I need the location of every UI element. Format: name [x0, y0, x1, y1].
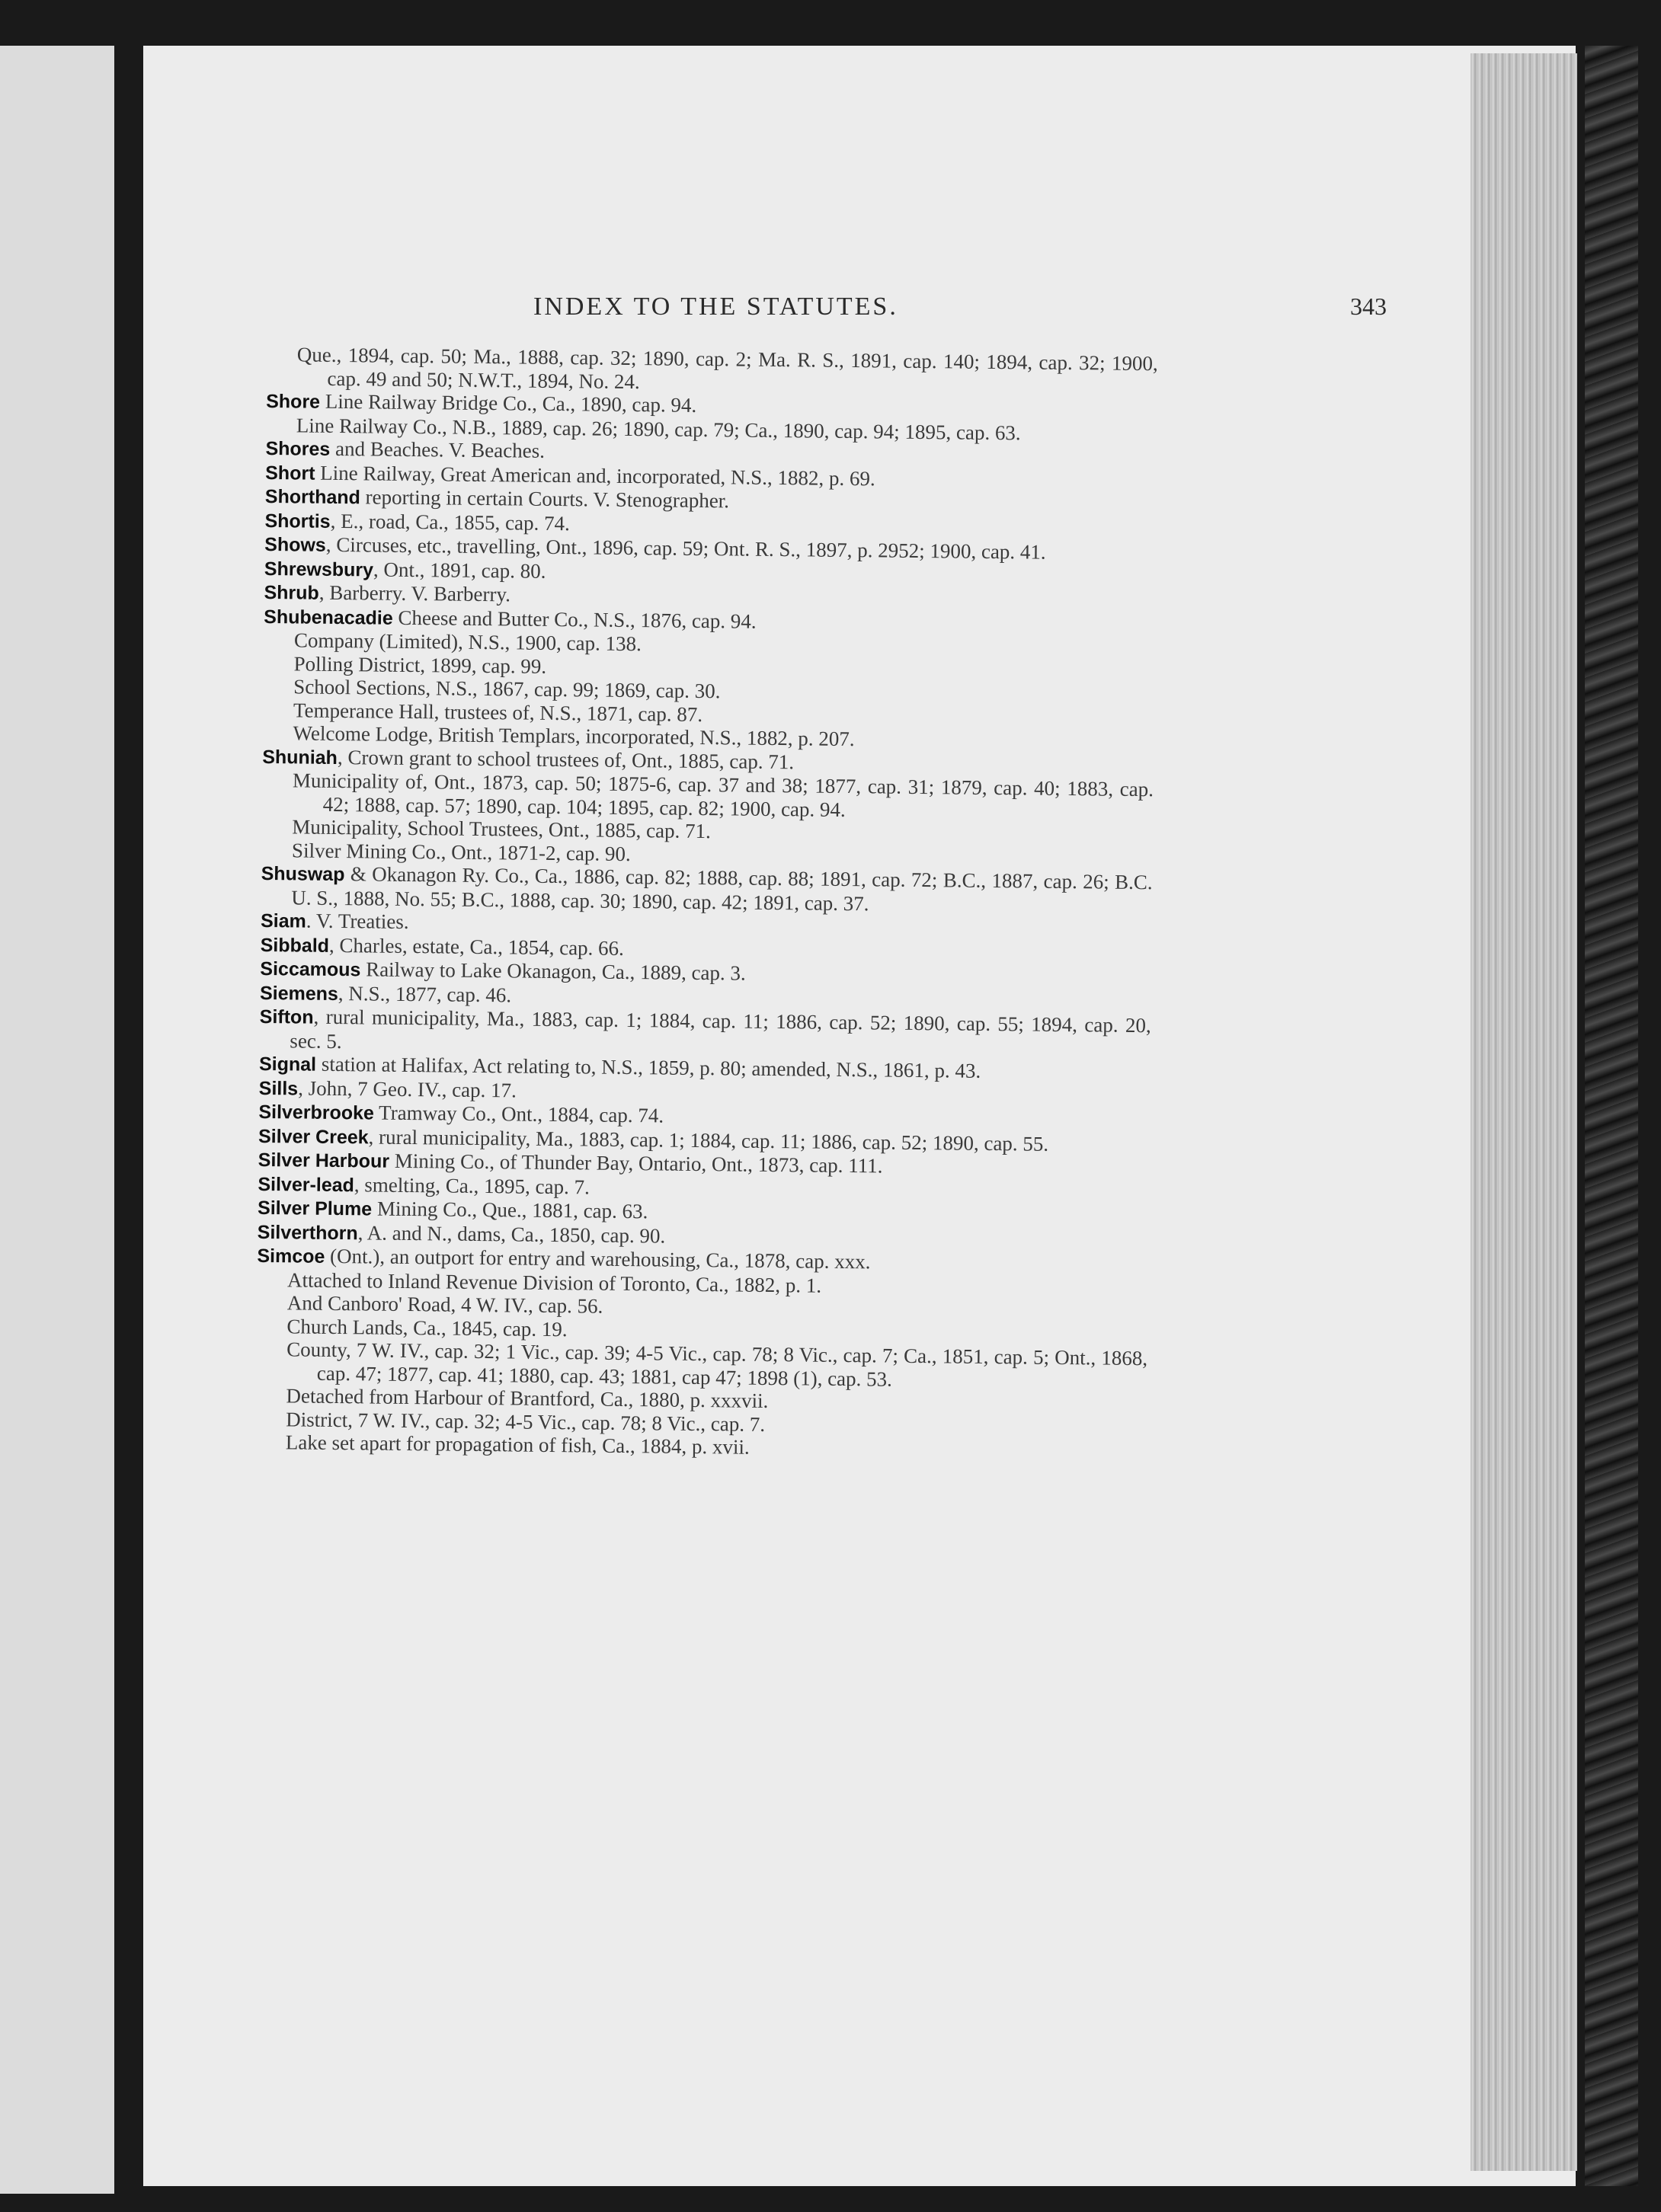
index-column [255, 343, 1158, 1463]
index-entry-text: Lake set apart for propagation of fish, Ca., 1884, p. xvii. [285, 1430, 750, 1459]
index-entry-text: Line Railway Co., N.B., 1889, cap. 26; 1890, cap. 79; Ca., 1890, cap. 94; 1895, cap. 63. [296, 413, 1021, 444]
index-headword: Shrub [264, 581, 319, 604]
index-headword: Shows [264, 533, 326, 556]
index-entry-text: Welcome Lodge, British Templars, incorporated, N.S., 1882, p. 207. [293, 721, 855, 751]
index-entry-text: Temperance Hall, trustees of, N.S., 1871, cap. 87. [293, 698, 703, 726]
running-title: INDEX TO THE STATUTES. [533, 292, 898, 321]
index-entry-text: & Okanagon Ry. Co., Ca., 1886, cap. 82; 1888, cap. 88; 1891, cap. 72; B.C., 1887, cap. 26; B.C. U. S., 1888, No. 55; B.C., 1888, cap. 30; 1890, cap. 42; 1891, cap. 37. [291, 862, 1153, 915]
index-entry-text: Silver Mining Co., Ont., 1871-2, cap. 90. [291, 838, 631, 865]
index-entry-text: , Crown grant to school trustees of, Ont., 1885, cap. 71. [337, 745, 795, 773]
index-entry-text: , E., road, Ca., 1855, cap. 74. [330, 509, 571, 535]
index-entry-text: Mining Co., Que., 1881, cap. 63. [372, 1197, 648, 1223]
index-entry-text: Church Lands, Ca., 1845, cap. 19. [286, 1314, 568, 1341]
index-entry-text: Polling District, 1899, cap. 99. [293, 651, 547, 678]
index-headword: Siccamous [260, 957, 361, 981]
index-entry-text: Municipality, School Trustees, Ont., 1885, cap. 71. [292, 815, 711, 843]
index-entry-text: Detached from Harbour of Brantford, Ca., 1880, p. xxxvii. [286, 1384, 769, 1412]
index-headword: Silver Creek [258, 1125, 369, 1148]
index-entry-text: Cheese and Butter Co., N.S., 1876, cap. 94. [392, 606, 757, 633]
index-entry-text: . V. Treaties. [306, 909, 409, 933]
index-entry-text: , John, 7 Geo. IV., cap. 17. [298, 1076, 517, 1101]
index-entry-text: , Circuses, etc., travelling, Ont., 1896, cap. 59; Ont. R. S., 1897, p. 2952; 1900, cap. 41. [325, 532, 1046, 564]
index-headword: Signal [258, 1053, 317, 1076]
index-entry-text: , Charles, estate, Ca., 1854, cap. 66. [328, 933, 625, 960]
index-headword: Shore [266, 390, 321, 413]
index-entry-text: District, 7 W. IV., cap. 32; 4-5 Vic., cap. 78; 8 Vic., cap. 7. [286, 1407, 766, 1436]
index-entry-text: School Sections, N.S., 1867, cap. 99; 1869, cap. 30. [293, 675, 721, 703]
index-entry-text: , rural municipality, Ma., 1883, cap. 1; 1884, cap. 11; 1886, cap. 52; 1890, cap. 55; 1894, cap. 20, sec. 5. [290, 1005, 1151, 1053]
index-entry-text: County, 7 W. IV., cap. 32; 1 Vic., cap. 39; 4-5 Vic., cap. 78; 8 Vic., cap. 7; Ca., 1851, cap. 5; Ont., 1868, cap. 47; 1877, cap. 41; 1880, cap. 43; 1881, cap 47; 1898 (1), cap. 53. [286, 1338, 1148, 1391]
index-headword: Silverthorn [257, 1221, 358, 1244]
index-headword: Shorthand [264, 485, 361, 509]
index-headword: Short [265, 462, 315, 484]
index-entry-text: Railway to Lake Okanagon, Ca., 1889, cap. 3. [360, 957, 746, 985]
index-headword: Siam [260, 909, 306, 932]
index-headword: Sills [258, 1077, 299, 1099]
index-entry-text: Attached to Inland Revenue Division of Toronto, Ca., 1882, p. 1. [286, 1267, 822, 1297]
index-entry-text: , rural municipality, Ma., 1883, cap. 1; 1884, cap. 11; 1886, cap. 52; 1890, cap. 55. [368, 1124, 1049, 1156]
index-headword: Shubenacadie [264, 606, 393, 629]
index-headword: Siemens [259, 982, 339, 1005]
index-entry-text: (Ont.), an outport for entry and warehousing, Ca., 1878, cap. xxx. [325, 1244, 871, 1274]
index-headword: Silver Harbour [258, 1149, 390, 1172]
index-entry-text: Municipality of, Ont., 1873, cap. 50; 1875-6, cap. 37 and 38; 1877, cap. 31; 1879, cap. 40; 1883, cap. 42; 1888, cap. 57; 1890, cap. 104; 1895, cap. 82; 1900, cap. 94. [292, 769, 1154, 821]
index-entry-text: Company (Limited), N.S., 1900, cap. 138. [293, 628, 642, 656]
index-headword: Silver Plume [257, 1197, 373, 1220]
index-headword: Sifton [259, 1005, 314, 1028]
index-entry-text: , Ont., 1891, cap. 80. [373, 557, 546, 583]
index-entry-text: station at Halifax, Act relating to, N.S., 1859, p. 80; amended, N.S., 1861, p. 43. [315, 1052, 981, 1082]
index-entry-text: and Beaches. V. Beaches. [330, 436, 546, 462]
index-headword: Sibbald [260, 934, 330, 957]
index-entry-text: And Canboro' Road, 4 W. IV., cap. 56. [286, 1291, 603, 1318]
index-entry-text: , A. and N., dams, Ca., 1850, cap. 90. [357, 1220, 666, 1248]
index-entry-text: , N.S., 1877, cap. 46. [338, 981, 512, 1006]
marbled-edge [1585, 46, 1638, 2186]
index-entry-text: , smelting, Ca., 1895, cap. 7. [354, 1172, 590, 1198]
index-entry-text: Mining Co., of Thunder Bay, Ontario, Ont., 1873, cap. 111. [389, 1149, 883, 1178]
index-entry-text: Que., 1894, cap. 50; Ma., 1888, cap. 32; 1890, cap. 2; Ma. R. S., 1891, cap. 140; 1894, cap. 32; 1900, cap. 49 and 50; N.W.T., 1894, No. 24. [296, 343, 1158, 393]
index-entry-text: Tramway Co., Ont., 1884, cap. 74. [373, 1101, 664, 1127]
page-number: 343 [1350, 292, 1387, 320]
page-edges [1471, 53, 1577, 2171]
facing-page [0, 46, 114, 2194]
index-entry-text: Line Railway, Great American and, incorporated, N.S., 1882, p. 69. [315, 461, 875, 490]
index-headword: Shores [265, 437, 331, 460]
index-headword: Simcoe [257, 1245, 325, 1267]
index-headword: Shortis [264, 510, 331, 532]
index-entry-text: , Barberry. V. Barberry. [318, 580, 511, 606]
running-header [533, 292, 1387, 331]
index-headword: Shuswap [261, 862, 345, 886]
index-headword: Silver-lead [258, 1173, 355, 1196]
index-headword: Shrewsbury [264, 558, 374, 580]
index-entry-text: Line Railway Bridge Co., Ca., 1890, cap. 94. [319, 389, 697, 417]
index-headword: Shuniah [262, 746, 338, 769]
index-entry-text: reporting in certain Courts. V. Stenographer. [360, 485, 730, 513]
index-headword: Silverbrooke [258, 1101, 375, 1124]
